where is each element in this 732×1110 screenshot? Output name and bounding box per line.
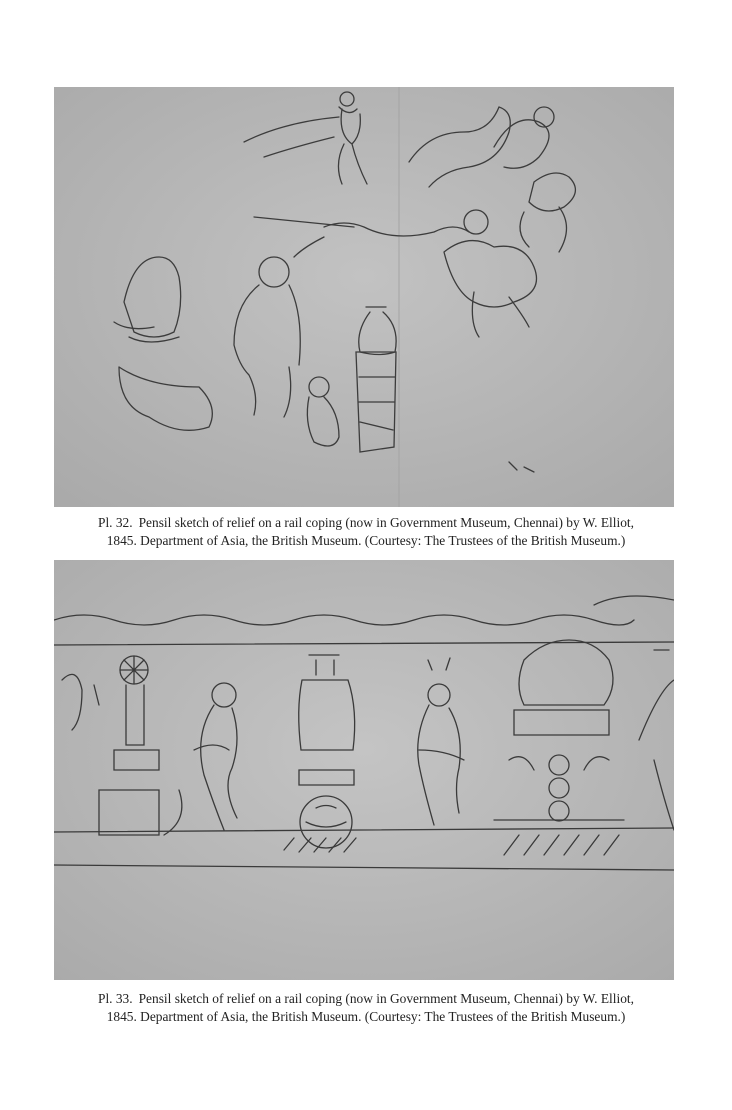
pencil-sketch-32 [54, 87, 674, 507]
plate-32-caption-line1: Pensil sketch of relief on a rail coping (now in Government Museum, Chennai) by W. Elliot, [138, 515, 634, 530]
plate-33-caption-line2: 1845. Department of Asia, the British Museum. (Courtesy: The Trustees of the British Museum.) [106, 1009, 626, 1024]
plate-33-label: Pl. 33. [98, 991, 133, 1006]
pencil-sketch-33 [54, 560, 674, 980]
plate-32-label: Pl. 32. [98, 515, 133, 530]
plate-32-caption-line2: 1845. Department of Asia, the British Museum. (Courtesy: The Trustees of the British Museum.) [106, 533, 626, 548]
plate-32-sketch-image [54, 87, 674, 507]
plate-33-caption [40, 990, 692, 1026]
plate-33-sketch-image [54, 560, 674, 980]
plate-33-caption-line1: Pensil sketch of relief on a rail coping (now in Government Museum, Chennai) by W. Elliot, [138, 991, 634, 1006]
plate-32-caption [40, 514, 692, 550]
